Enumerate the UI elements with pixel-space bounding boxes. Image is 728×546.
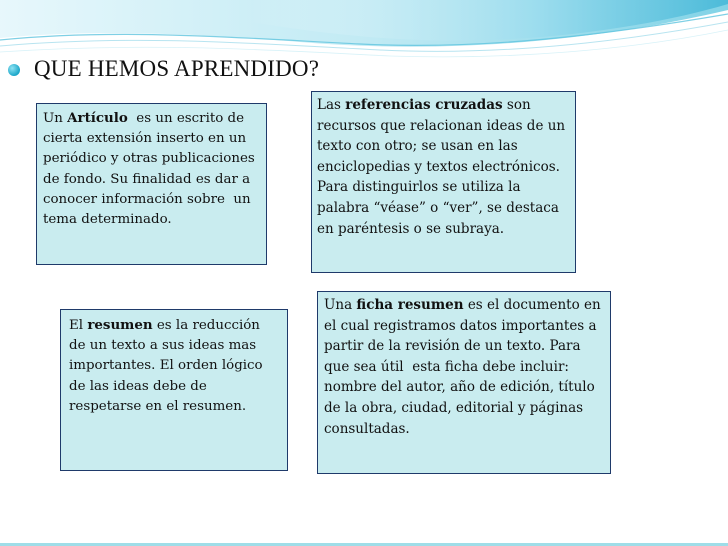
slide-title-row	[8, 54, 319, 84]
resumen-text: es la reducción de un texto a sus ideas mas importantes. El orden lógico de las ideas debe de respetarse en el resumen.	[69, 318, 263, 414]
resumen-pre: El	[69, 318, 88, 333]
referencias-term: referencias cruzadas	[345, 97, 503, 113]
resumen-term: resumen	[87, 317, 153, 333]
bullet-icon	[8, 64, 20, 76]
articulo-pre: Un	[43, 111, 68, 126]
ficha-resumen-definition-box	[317, 291, 611, 474]
articulo-term: Artículo	[67, 110, 128, 126]
resumen-definition-box	[60, 309, 288, 471]
ficha-term: ficha resumen	[356, 297, 464, 313]
slide-title: QUE HEMOS APRENDIDO?	[34, 56, 320, 81]
articulo-definition-box	[36, 103, 267, 265]
ficha-pre: Una	[324, 297, 357, 313]
referencias-pre: Las	[317, 97, 346, 113]
referencias-definition-box	[311, 91, 576, 273]
referencias-text: son recursos que relacionan ideas de un texto con otro; se usan en las enciclopedias y textos electrónicos. Para distinguirlos se utiliza la palabra “véase” o “ver”, se destaca en paréntesis o se subraya.	[317, 97, 566, 237]
articulo-text: es un escrito de cierta extensión inserto en un periódico y otras publicaciones de fondo. Su finalidad es dar a conocer información sobre un tema determinado.	[43, 111, 260, 228]
ficha-text: es el documento en el cual registramos datos importantes a partir de la revisión de un texto. Para que sea útil esta ficha debe incluir: nombre del autor, año de edición, título de la obra, ciudad, editorial y páginas consultadas.	[324, 297, 605, 437]
